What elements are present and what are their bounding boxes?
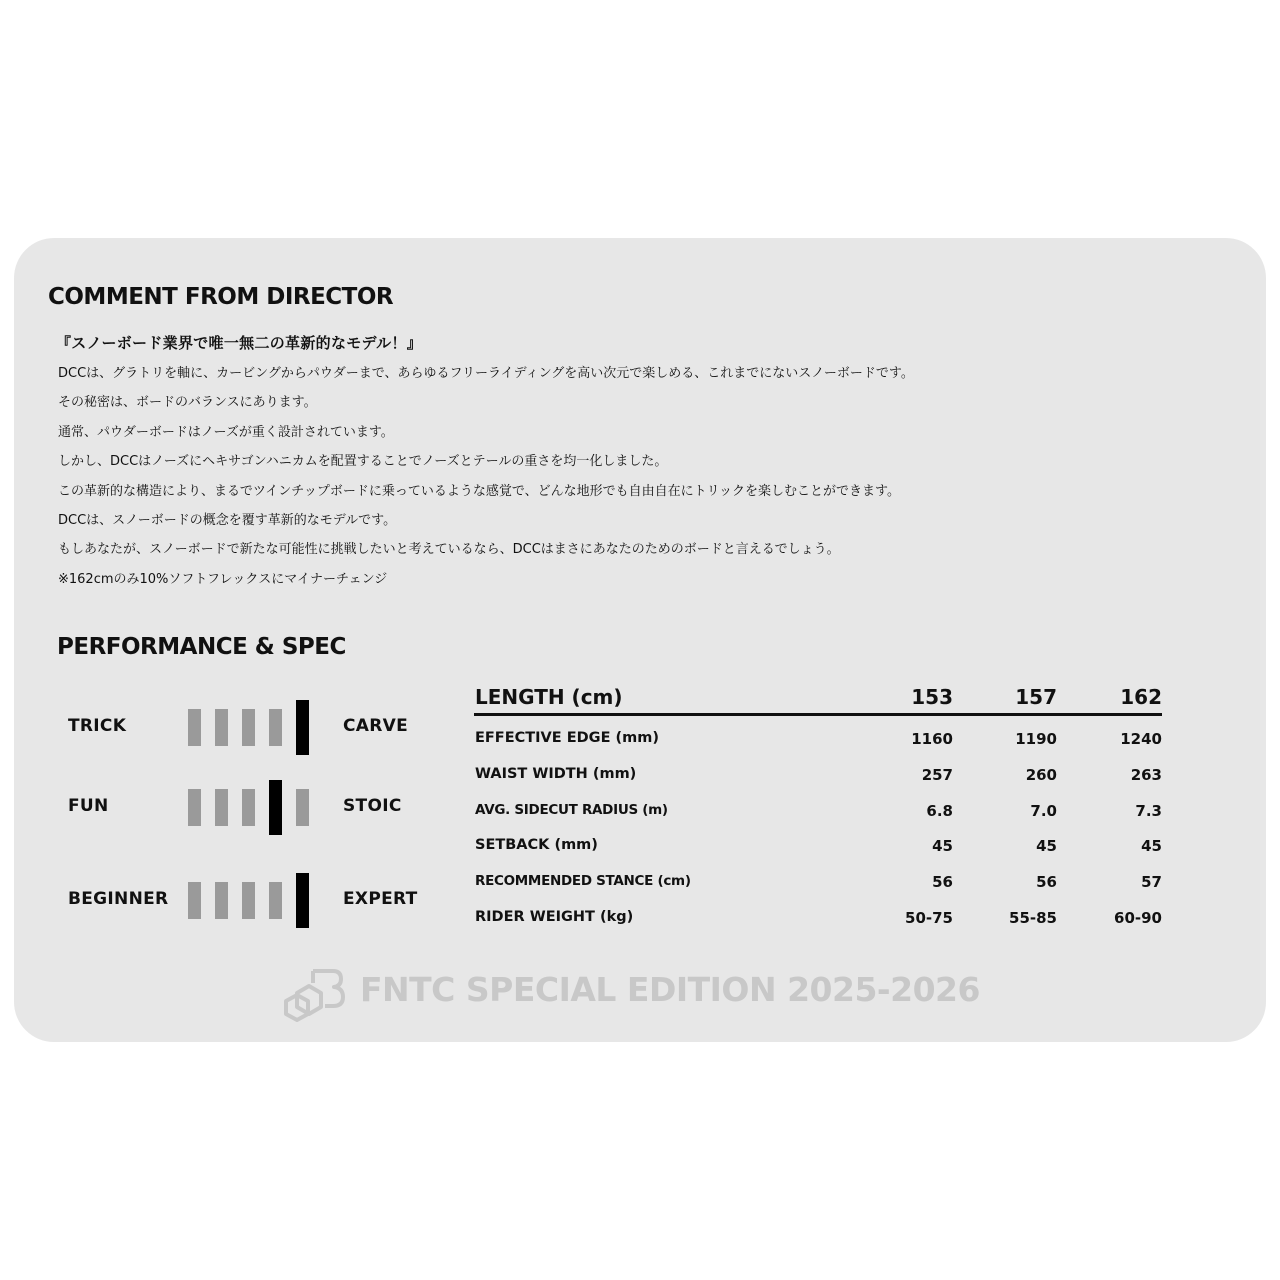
comment-line: もしあなたが、スノーボードで新たな可能性に挑戦したいと考えているなら、DCCはまさにあなたのためのボードと言えるでしょう。: [58, 542, 840, 558]
comment-line: 通常、パウダーボードはノーズが重く設計されています。: [58, 424, 394, 440]
scale-step: [242, 882, 255, 919]
footer-edition-text: FNTC SPECIAL EDITION 2025-2026: [360, 970, 980, 1009]
scale-marker: [269, 780, 282, 835]
spec-row-value: 7.0: [1030, 801, 1057, 820]
spec-row-value: 1160: [911, 730, 953, 748]
spec-row-value: 257: [921, 765, 953, 784]
spec-row-value: 1190: [1015, 730, 1057, 748]
comment-line: その秘密は、ボードのバランスにあります。: [58, 395, 317, 411]
comment-line: DCCは、グラトリを軸に、カービングからパウダーまで、あらゆるフリーライディングを高い次元で楽しめる、これまでにないスノーボードです。: [58, 366, 914, 381]
spec-row-value: 6.8: [926, 801, 953, 820]
spec-row-value: 45: [1141, 837, 1162, 856]
scale-step: [215, 789, 228, 826]
scale-step: [188, 882, 201, 919]
spec-row-value: 7.3: [1135, 801, 1162, 820]
spec-row-label: EFFECTIVE EDGE (mm): [475, 730, 659, 746]
spec-row-value: 50-75: [905, 909, 953, 927]
scale-step: [188, 789, 201, 826]
scale-step: [242, 709, 255, 746]
comment-line: ※162cmのみ10%ソフトフレックスにマイナーチェンジ: [58, 571, 388, 587]
spec-row-value: 56: [932, 873, 953, 892]
spec-row-value: 1240: [1120, 730, 1162, 748]
scale-right-label: EXPERT: [343, 889, 418, 909]
spec-row-label: SETBACK (mm): [475, 837, 598, 854]
spec-row-value: 260: [1025, 765, 1057, 784]
scale-right-label: CARVE: [343, 716, 408, 736]
spec-header-label: LENGTH (cm): [475, 685, 623, 709]
scale-left-label: BEGINNER: [68, 889, 169, 909]
scale-step: [269, 882, 282, 919]
scale-marker: [296, 700, 309, 755]
scale-step: [188, 709, 201, 746]
comment-line: しかし、DCCはノーズにヘキサゴンハニカムを配置することでノーズとテールの重さを均一化しました。: [58, 454, 668, 470]
scale-left-label: TRICK: [68, 716, 127, 736]
spec-header-rule: [474, 713, 1162, 716]
fntc-hexagon-logo-icon: [283, 963, 345, 1025]
performance-heading: PERFORMANCE & SPEC: [57, 634, 346, 660]
spec-row-label: AVG. SIDECUT RADIUS (m): [475, 801, 668, 818]
comment-catchphrase: 『スノーボード業界で唯一無二の革新的なモデル！』: [56, 334, 423, 352]
scale-marker: [296, 873, 309, 928]
comment-line: この革新的な構造により、まるでツインチップボードに乗っているような感覚で、どんな地形でも自由自在にトリックを楽しむことができます。: [58, 483, 901, 499]
spec-row-value: 45: [932, 837, 953, 856]
spec-size-153: 153: [911, 685, 953, 709]
spec-row-value: 56: [1036, 873, 1057, 892]
spec-row-value: 45: [1036, 837, 1057, 856]
spec-row-value: 263: [1130, 765, 1162, 784]
scale-step: [215, 709, 228, 746]
scale-step: [269, 709, 282, 746]
spec-row-label: RIDER WEIGHT (kg): [475, 909, 634, 925]
scale-step: [215, 882, 228, 919]
comment-heading: COMMENT FROM DIRECTOR: [48, 284, 394, 310]
spec-row-value: 57: [1141, 873, 1162, 892]
spec-row-value: 55-85: [1009, 909, 1057, 927]
scale-step: [296, 789, 309, 826]
scale-step: [242, 789, 255, 826]
spec-size-162: 162: [1120, 685, 1162, 709]
spec-row-label: RECOMMENDED STANCE (cm): [475, 873, 691, 890]
scale-right-label: STOIC: [343, 796, 402, 816]
spec-size-157: 157: [1015, 685, 1057, 709]
scale-left-label: FUN: [68, 796, 109, 816]
comment-body: [58, 364, 914, 599]
spec-row-label: WAIST WIDTH (mm): [475, 765, 637, 782]
comment-line: DCCは、スノーボードの概念を覆す革新的なモデルです。: [58, 512, 397, 528]
spec-row-value: 60-90: [1114, 909, 1162, 927]
